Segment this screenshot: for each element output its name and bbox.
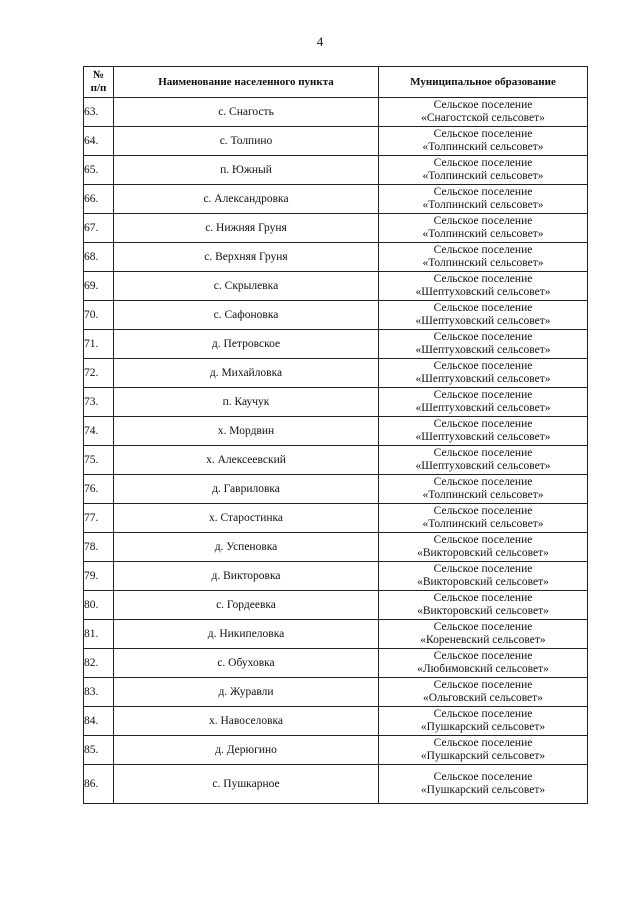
settlement-name: д. Никипеловка — [114, 620, 379, 649]
settlement-name: с. Александровка — [114, 185, 379, 214]
municipality-type: Сельское поселение — [433, 737, 533, 749]
municipality-name: «Викторовский сельсовет» — [417, 605, 549, 617]
row-number: 66. — [84, 185, 114, 214]
municipality-cell — [379, 330, 588, 359]
municipality-type: Сельское поселение — [433, 186, 533, 198]
municipality-cell — [379, 388, 588, 417]
settlement-name: д. Викторовка — [114, 562, 379, 591]
settlement-name: х. Мордвин — [114, 417, 379, 446]
municipality-name: «Ольговский сельсовет» — [423, 692, 543, 704]
municipality-cell — [379, 736, 588, 765]
municipality-type: Сельское поселение — [433, 360, 533, 372]
row-number: 78. — [84, 533, 114, 562]
row-number: 74. — [84, 417, 114, 446]
municipality-type: Сельское поселение — [433, 447, 533, 459]
municipality-cell — [379, 301, 588, 330]
municipality-type: Сельское поселение — [433, 621, 533, 633]
row-number: 69. — [84, 272, 114, 301]
municipality-type: Сельское поселение — [433, 128, 533, 140]
table-row — [84, 272, 588, 301]
row-number: 64. — [84, 127, 114, 156]
table-header-row — [84, 67, 588, 98]
settlement-name: с. Гордеевка — [114, 591, 379, 620]
municipality-type: Сельское поселение — [433, 331, 533, 343]
row-number: 86. — [84, 765, 114, 804]
municipality-type: Сельское поселение — [433, 563, 533, 575]
municipality-type: Сельское поселение — [433, 476, 533, 488]
municipality-cell — [379, 446, 588, 475]
table-row — [84, 707, 588, 736]
municipality-type: Сельское поселение — [433, 679, 533, 691]
settlement-name: с. Толпино — [114, 127, 379, 156]
municipality-type: Сельское поселение — [433, 534, 533, 546]
municipality-name: «Шептуховский сельсовет» — [415, 286, 551, 298]
municipality-cell — [379, 504, 588, 533]
municipality-cell — [379, 533, 588, 562]
municipality-name: «Толпинский сельсовет» — [422, 489, 544, 501]
table-row — [84, 417, 588, 446]
settlement-name: х. Навоселовка — [114, 707, 379, 736]
municipality-name: «Любимовский сельсовет» — [417, 663, 549, 675]
municipality-cell — [379, 185, 588, 214]
municipality-name: «Шептуховский сельсовет» — [415, 315, 551, 327]
municipality-name: «Толпинский сельсовет» — [422, 257, 544, 269]
row-number: 73. — [84, 388, 114, 417]
municipality-name: «Пушкарский сельсовет» — [420, 721, 546, 733]
settlement-name: с. Верхняя Груня — [114, 243, 379, 272]
settlement-name: с. Пушкарное — [114, 765, 379, 804]
row-number: 83. — [84, 678, 114, 707]
municipality-name: «Снагостской сельсовет» — [421, 112, 545, 124]
municipality-cell — [379, 765, 588, 804]
table-row — [84, 533, 588, 562]
municipality-name: «Толпинский сельсовет» — [422, 518, 544, 530]
settlement-name: д. Гавриловка — [114, 475, 379, 504]
settlement-name: д. Дерюгино — [114, 736, 379, 765]
row-number: 76. — [84, 475, 114, 504]
municipality-type: Сельское поселение — [433, 708, 533, 720]
municipality-name: «Толпинский сельсовет» — [422, 170, 544, 182]
settlement-name: с. Сафоновка — [114, 301, 379, 330]
municipality-cell — [379, 417, 588, 446]
settlement-name: х. Старостинка — [114, 504, 379, 533]
municipality-name: «Викторовский сельсовет» — [417, 547, 549, 559]
municipality-cell — [379, 98, 588, 127]
row-number: 65. — [84, 156, 114, 185]
settlement-name: д. Михайловка — [114, 359, 379, 388]
municipality-type: Сельское поселение — [433, 418, 533, 430]
table-row — [84, 156, 588, 185]
settlements-table — [83, 66, 588, 804]
municipality-name: «Толпинский сельсовет» — [422, 141, 544, 153]
municipality-type: Сельское поселение — [433, 273, 533, 285]
municipality-type: Сельское поселение — [433, 215, 533, 227]
table-row — [84, 475, 588, 504]
municipality-name: «Шептуховский сельсовет» — [415, 373, 551, 385]
settlement-name: п. Южный — [114, 156, 379, 185]
header-number-line2: п/п — [90, 82, 107, 94]
table-row — [84, 591, 588, 620]
table-row — [84, 98, 588, 127]
municipality-cell — [379, 620, 588, 649]
table-row — [84, 185, 588, 214]
settlement-name: с. Снагость — [114, 98, 379, 127]
table-row — [84, 736, 588, 765]
table-row — [84, 214, 588, 243]
table-row — [84, 301, 588, 330]
municipality-name: «Шептуховский сельсовет» — [415, 402, 551, 414]
header-number-line1: № — [92, 69, 105, 81]
row-number: 80. — [84, 591, 114, 620]
municipality-name: «Толпинский сельсовет» — [422, 228, 544, 240]
settlement-name: с. Скрылевка — [114, 272, 379, 301]
municipality-name: «Пушкарский сельсовет» — [420, 784, 546, 796]
municipality-type: Сельское поселение — [433, 302, 533, 314]
table-row — [84, 620, 588, 649]
municipality-type: Сельское поселение — [433, 157, 533, 169]
municipality-name: «Пушкарский сельсовет» — [420, 750, 546, 762]
table-row — [84, 504, 588, 533]
municipality-cell — [379, 359, 588, 388]
settlement-name: с. Нижняя Груня — [114, 214, 379, 243]
table-row — [84, 678, 588, 707]
row-number: 77. — [84, 504, 114, 533]
municipality-type: Сельское поселение — [433, 771, 533, 783]
settlement-name: х. Алексеевский — [114, 446, 379, 475]
municipality-cell — [379, 214, 588, 243]
settlement-name: д. Успеновка — [114, 533, 379, 562]
row-number: 85. — [84, 736, 114, 765]
row-number: 70. — [84, 301, 114, 330]
settlement-name: д. Петровское — [114, 330, 379, 359]
settlement-name: д. Журавли — [114, 678, 379, 707]
row-number: 84. — [84, 707, 114, 736]
settlement-name: с. Обуховка — [114, 649, 379, 678]
row-number: 68. — [84, 243, 114, 272]
municipality-name: «Шептуховский сельсовет» — [415, 460, 551, 472]
municipality-type: Сельское поселение — [433, 505, 533, 517]
row-number: 81. — [84, 620, 114, 649]
table-body — [84, 98, 588, 804]
municipality-cell — [379, 243, 588, 272]
row-number: 79. — [84, 562, 114, 591]
municipality-cell — [379, 678, 588, 707]
municipality-name: «Шептуховский сельсовет» — [415, 431, 551, 443]
municipality-cell — [379, 156, 588, 185]
header-municipality: Муниципальное образование — [379, 67, 588, 98]
settlement-name: п. Каучук — [114, 388, 379, 417]
municipality-cell — [379, 649, 588, 678]
table-row — [84, 649, 588, 678]
row-number: 82. — [84, 649, 114, 678]
municipality-type: Сельское поселение — [433, 389, 533, 401]
table-row — [84, 127, 588, 156]
municipality-cell — [379, 707, 588, 736]
municipality-name: «Толпинский сельсовет» — [422, 199, 544, 211]
row-number: 63. — [84, 98, 114, 127]
municipality-cell — [379, 562, 588, 591]
municipality-name: «Кореневский сельсовет» — [420, 634, 546, 646]
row-number: 71. — [84, 330, 114, 359]
municipality-name: «Шептуховский сельсовет» — [415, 344, 551, 356]
table-row — [84, 359, 588, 388]
municipality-name: «Викторовский сельсовет» — [417, 576, 549, 588]
row-number: 72. — [84, 359, 114, 388]
municipality-type: Сельское поселение — [433, 99, 533, 111]
table-row — [84, 765, 588, 804]
municipality-cell — [379, 475, 588, 504]
municipality-cell — [379, 127, 588, 156]
municipality-type: Сельское поселение — [433, 592, 533, 604]
municipality-type: Сельское поселение — [433, 244, 533, 256]
municipality-cell — [379, 591, 588, 620]
table-row — [84, 243, 588, 272]
row-number: 67. — [84, 214, 114, 243]
table-row — [84, 330, 588, 359]
municipality-cell — [379, 272, 588, 301]
table-row — [84, 388, 588, 417]
page-number: 4 — [316, 34, 324, 49]
header-number — [84, 67, 114, 98]
row-number: 75. — [84, 446, 114, 475]
municipality-type: Сельское поселение — [433, 650, 533, 662]
table-row — [84, 562, 588, 591]
header-settlement-name: Наименование населенного пункта — [114, 67, 379, 98]
table-row — [84, 446, 588, 475]
